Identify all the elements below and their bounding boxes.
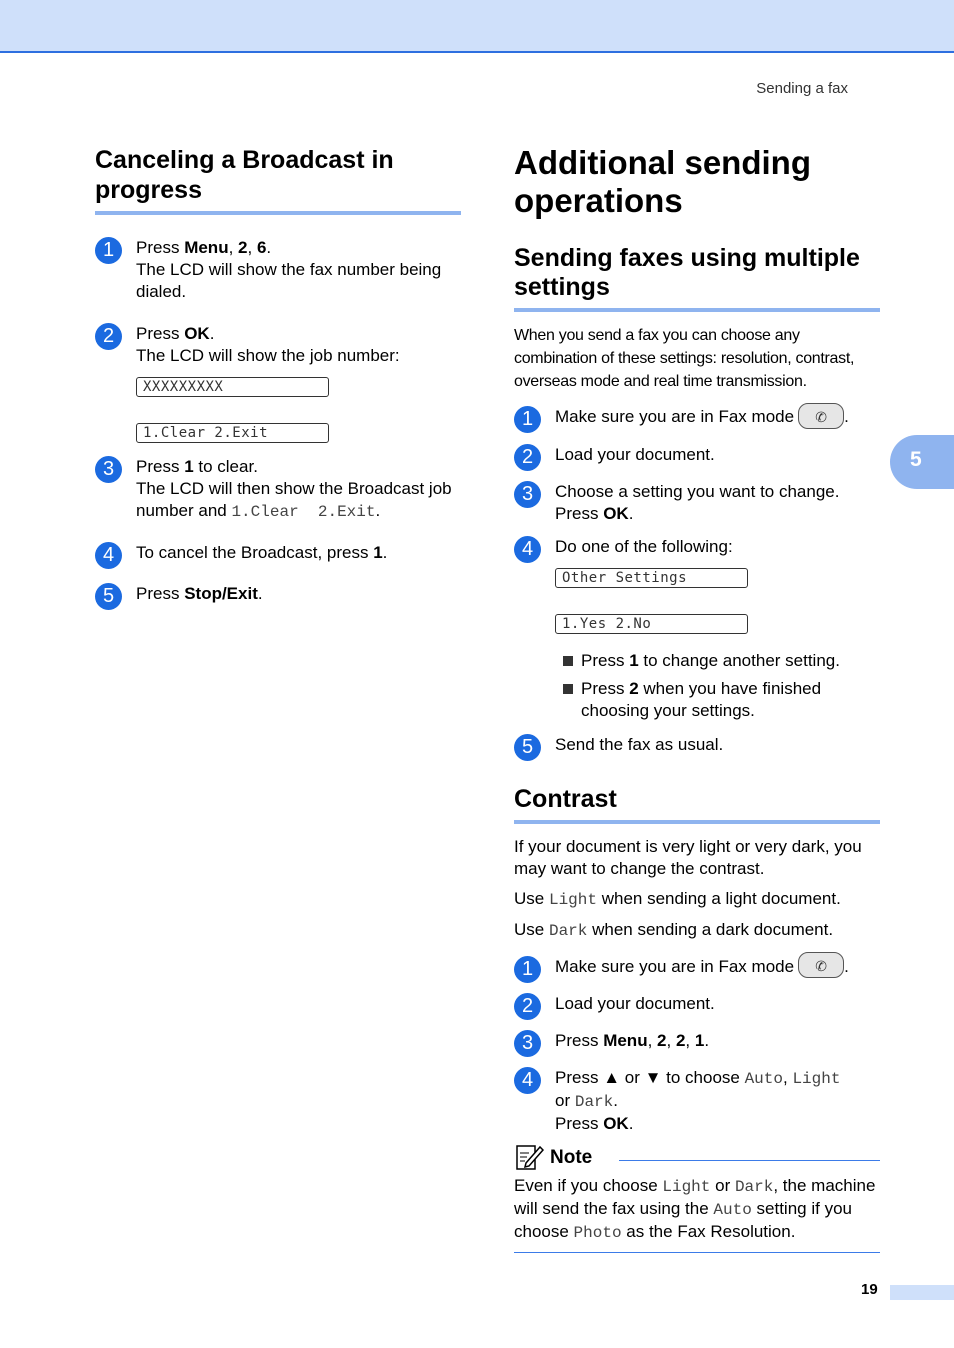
multi-settings-intro: When you send a fax you can choose any combination of these settings: resolution, contrast, overseas mode and real time transmission.	[514, 327, 855, 390]
step-number: 1	[514, 406, 541, 433]
multi-settings-heading: Sending faxes using multiple settings	[514, 244, 880, 312]
multi-step-2: 2 Load your document.	[514, 444, 880, 466]
bullet-item: Press 2 when you have finished choosing your settings.	[555, 678, 880, 722]
note-end-rule	[514, 1252, 880, 1253]
bullet-marker	[563, 684, 573, 694]
step-number: 5	[95, 583, 122, 610]
step-number: 3	[514, 481, 541, 508]
step-2: 2 Press OK. The LCD will show the job number: XXXXXXXXX 1.Clear 2.Exit	[95, 323, 461, 443]
footer-bar	[890, 1285, 954, 1300]
note-text: Even if you choose Light or Dark, the machine will send the fax using the Auto setting if you choose Photo as the Fax Resolution.	[514, 1176, 876, 1243]
contrast-step-1: 1 Make sure you are in Fax mode ✆ .	[514, 956, 880, 979]
step-number: 2	[514, 993, 541, 1020]
step-4: 4 To cancel the Broadcast, press 1.	[95, 542, 461, 564]
multi-step-1: 1 Make sure you are in Fax mode ✆ .	[514, 406, 880, 429]
right-column	[514, 144, 880, 1253]
fax-mode-button-icon: ✆	[798, 952, 844, 978]
step-number: 5	[514, 734, 541, 761]
chapter-tab	[890, 435, 954, 489]
step-number: 2	[95, 323, 122, 350]
lcd-display-line: XXXXXXXXX	[136, 377, 329, 397]
contrast-intro: If your document is very light or very dark, you may want to change the contrast.	[514, 836, 862, 878]
left-column	[95, 145, 461, 605]
contrast-dark-line: Use Dark when sending a dark document.	[514, 919, 834, 940]
step-number: 2	[514, 444, 541, 471]
multi-step-3: 3 Choose a setting you want to change. Press OK.	[514, 481, 880, 525]
bullet-marker	[563, 656, 573, 666]
contrast-heading: Contrast	[514, 784, 880, 824]
step-3: 3 Press 1 to clear. The LCD will then show the Broadcast job number and 1.Clear 2.Exit.	[95, 456, 461, 523]
page-number: 19	[861, 1281, 878, 1298]
step-number: 4	[95, 542, 122, 569]
step-number: 1	[95, 237, 122, 264]
lcd-display-line: 1.Yes 2.No	[555, 614, 748, 634]
multi-step-4: 4 Do one of the following: Other Settings 1.Yes 2.No Press 1 to change another setting. Press 2 when you have finished choosing your settings.	[514, 536, 880, 722]
contrast-step-4: 4 Press ▲ or ▼ to choose Auto, Light or Dark. Press OK.	[514, 1067, 880, 1135]
lcd-display-line: 1.Clear 2.Exit	[136, 423, 329, 443]
note-rule	[619, 1160, 880, 1161]
bullet-item: Press 1 to change another setting.	[555, 650, 880, 672]
contrast-step-2: 2 Load your document.	[514, 993, 880, 1015]
multi-step-5: 5 Send the fax as usual.	[514, 734, 880, 756]
step-number: 3	[514, 1030, 541, 1057]
contrast-light-line: Use Light when sending a light document.	[514, 888, 841, 909]
note-label: Note	[550, 1147, 593, 1169]
step-number: 3	[95, 456, 122, 483]
step-1: 1 Press Menu, 2, 6. The LCD will show the fax number being dialed.	[95, 237, 461, 303]
cancel-broadcast-heading: Canceling a Broadcast in progress	[95, 145, 461, 215]
fax-mode-button-icon: ✆	[798, 403, 844, 429]
step-detail: The LCD will show the job number:	[136, 346, 400, 365]
step-5: 5 Press Stop/Exit.	[95, 583, 461, 605]
up-arrow-icon: ▲	[603, 1068, 621, 1088]
note-pencil-icon	[514, 1143, 544, 1173]
contrast-step-3: 3 Press Menu, 2, 2, 1.	[514, 1030, 880, 1052]
chapter-number: 5	[910, 448, 922, 471]
note-header	[514, 1143, 880, 1173]
down-arrow-icon: ▼	[644, 1068, 662, 1088]
running-header: Sending a fax	[756, 80, 848, 97]
step-number: 4	[514, 536, 541, 563]
note-box	[514, 1143, 880, 1253]
step-number: 1	[514, 956, 541, 983]
step-detail: The LCD will show the fax number being dialed.	[136, 260, 442, 301]
step-number: 4	[514, 1067, 541, 1094]
page-title: Additional sending operations	[514, 144, 811, 219]
lcd-display-line: Other Settings	[555, 568, 748, 588]
top-band	[0, 0, 954, 53]
